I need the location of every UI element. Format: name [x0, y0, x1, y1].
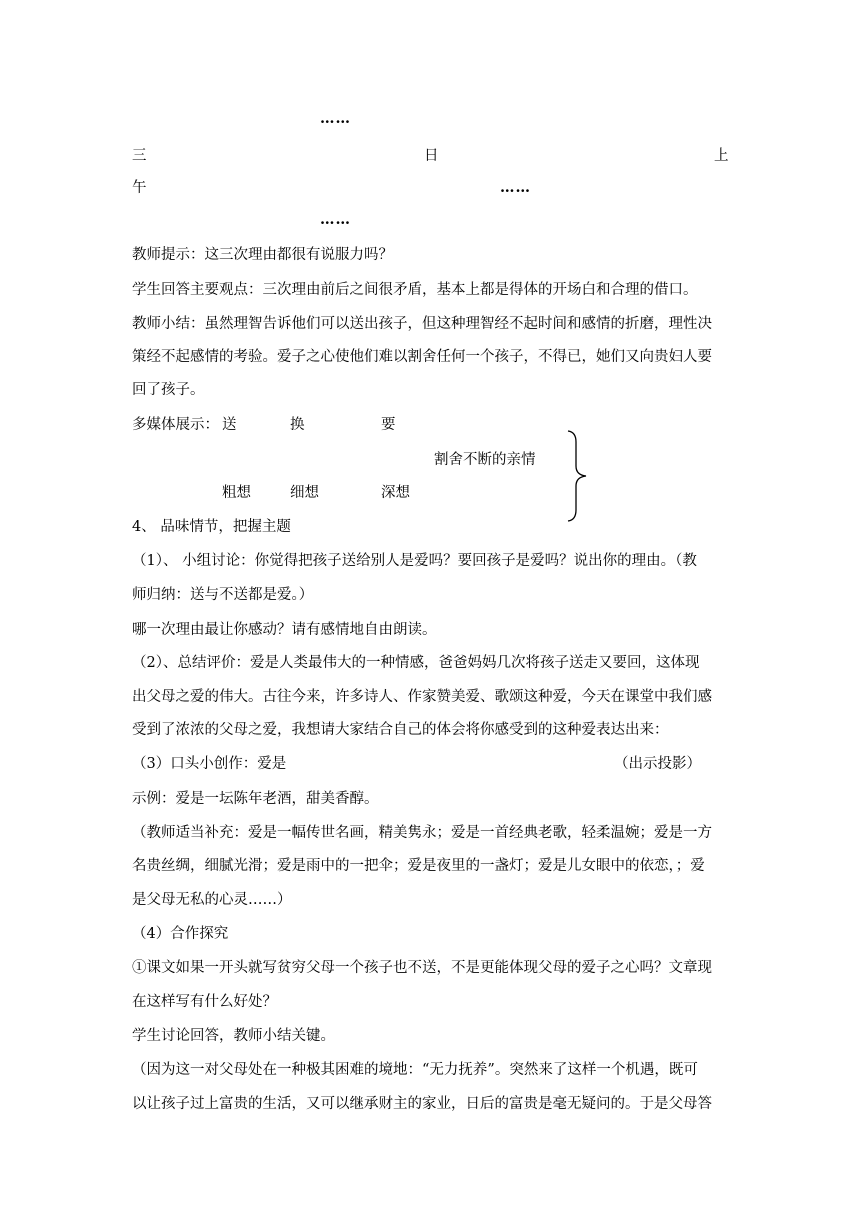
- media-word-song: 送: [222, 417, 237, 433]
- text-line: 示例：爱是一坛陈年老酒，甜美香醇。: [132, 791, 379, 807]
- ellipsis-1: ……: [320, 110, 351, 127]
- text-line: 以让孩子过上富贵的生活，又可以继承财主的家业，日后的富贵是毫无疑问的。于是父母答: [132, 1096, 712, 1112]
- text-line: 是父母无私的心灵……）: [132, 892, 292, 908]
- row-wu-char: 午: [132, 180, 147, 196]
- text-line: 策经不起感情的考验。爱子之心使他们难以割舍任何一个孩子，不得已，她们又向贵妇人要: [132, 349, 712, 365]
- right-brace-icon: [566, 430, 592, 522]
- text-line: （因为这一对父母处在一种极其困难的境地：“无力抚养”。突然来了这样一个机遇，既可: [132, 1062, 698, 1078]
- projection-note: （出示投影）: [614, 756, 701, 772]
- text-line: 在这样写有什么好处？: [132, 994, 277, 1010]
- text-line: 学生回答主要观点：三次理由前后之间很矛盾，基本上都是得体的开场白和合理的借口。: [132, 282, 698, 298]
- text-line: 哪一次理由最让你感动？请有感情地自由朗读。: [132, 622, 437, 638]
- text-line: 出父母之爱的伟大。古往今来，许多诗人、作家赞美爱、歌颂这种爱，今天在课堂中我们感: [132, 689, 712, 705]
- media-word-xixiang: 细想: [290, 485, 319, 501]
- text-line: 学生讨论回答，教师小结关键。: [132, 1028, 335, 1044]
- text-line: （4）合作探究: [132, 926, 229, 942]
- text-line: （1）、 小组讨论：你觉得把孩子送给别人是爱吗？要回孩子是爱吗？说出你的理由。（教: [132, 553, 697, 569]
- text-line: 受到了浓浓的父母之爱，我想请大家结合自己的体会将你感受到的这种爱表达出来：: [132, 722, 669, 738]
- text-line: 师归纳：送与不送都是爱。）: [132, 587, 314, 603]
- text-line: （2）、总结评价：爱是人类最伟大的一种情感，爸爸妈妈几次将孩子送走又要回，这体现: [132, 655, 700, 671]
- create-prompt: （3）口头小创作：爱是: [132, 756, 287, 772]
- media-word-huan: 换: [290, 417, 305, 433]
- ellipsis-2: ……: [500, 179, 531, 196]
- row-shang-char: 上: [714, 148, 729, 164]
- section-heading: 4、 品味情节，把握主题: [132, 519, 291, 535]
- text-line: 教师小结：虽然理智告诉他们可以送出孩子，但这种理智经不起时间和感情的折磨，理性决: [132, 316, 712, 332]
- row-ri-char: 日: [424, 148, 439, 164]
- text-line: 回了孩子。: [132, 382, 205, 398]
- text-line: 名贵丝绸，细腻光滑；爱是雨中的一把伞；爱是夜里的一盏灯；爱是儿女眼中的依恋，；爱: [132, 858, 705, 874]
- media-middle-text: 割舍不断的亲情: [434, 452, 536, 468]
- ellipsis-3: ……: [320, 211, 351, 228]
- row-san-char: 三: [132, 148, 147, 164]
- media-label: 多媒体展示：: [132, 417, 219, 433]
- media-word-shenxiang: 深想: [381, 485, 410, 501]
- media-word-yao: 要: [381, 417, 396, 433]
- text-line: ①课文如果一开头就写贫穷父母一个孩子也不送，不是更能体现父母的爱子之心吗？文章现: [132, 960, 712, 976]
- text-line: 教师提示：这三次理由都很有说服力吗？: [132, 247, 393, 263]
- media-word-cuxiang: 粗想: [222, 485, 251, 501]
- text-line: （教师适当补充：爱是一幅传世名画，精美隽永；爱是一首经典老歌，轻柔温婉；爱是一方: [132, 825, 712, 841]
